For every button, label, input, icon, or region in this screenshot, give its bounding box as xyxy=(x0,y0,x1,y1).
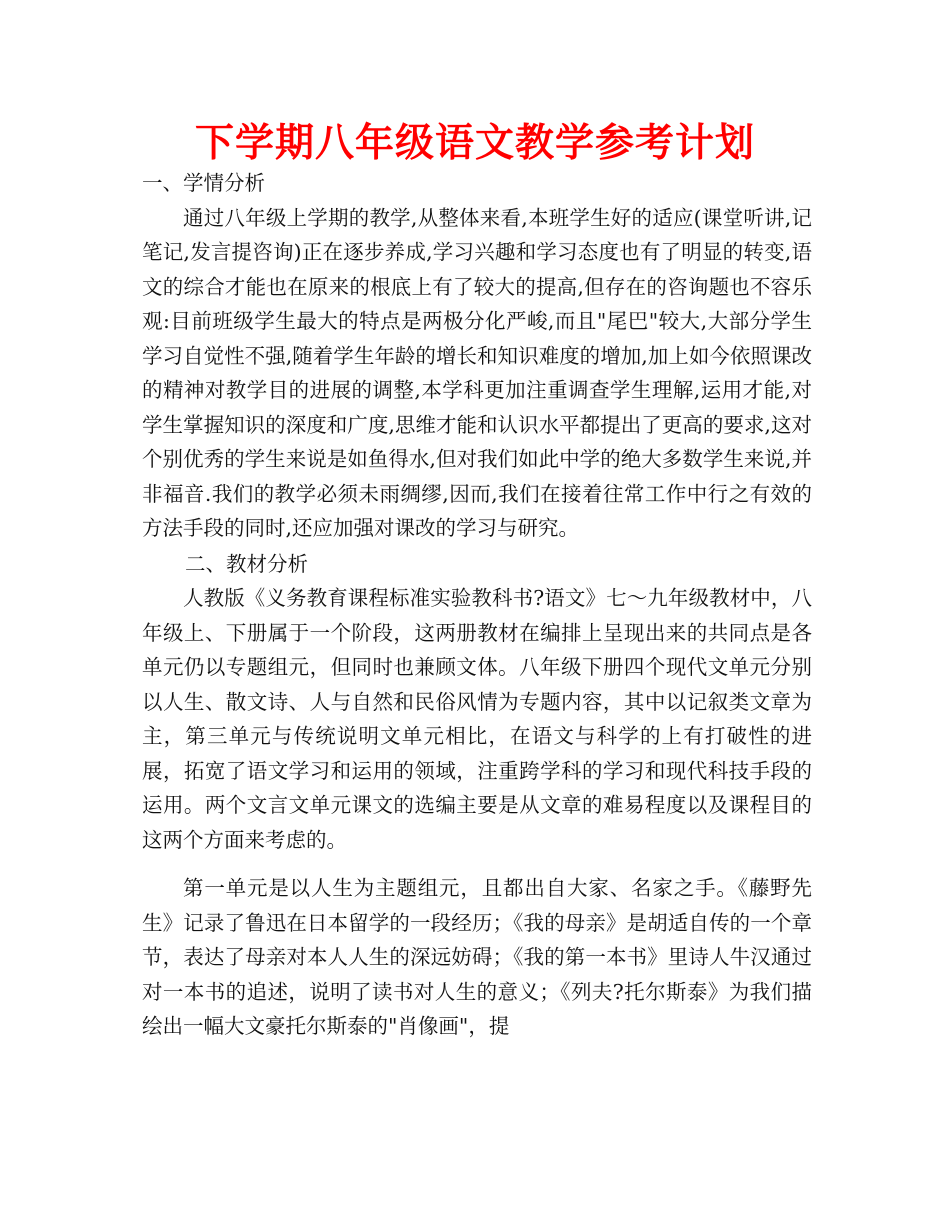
paragraph-textbook-overview: 人教版《义务教育课程标准实验教科书?语文》七～九年级教材中，八年级上、下册属于一个阶段，这两册教材在编排上呈现出来的共同点是各单元仍以专题组元，但同时也兼顾文体。八年级下册四个现代文单元分别以人生、散文诗、人与自然和民俗风情为专题内容，其中以记叙类文章为主，第三单元与传统说明文单元相比，在语文与科学的上有打破性的进展，拓宽了语文学习和运用的领域，注重跨学科的学习和现代科技手段的运用。两个文言文单元课文的选编主要是从文章的难易程度以及课程目的这两个方面来考虑的。 xyxy=(142,586,812,852)
document-title: 下学期八年级语文教学参考计划 xyxy=(194,121,755,166)
section-heading-textbook-analysis: 二、教材分析 xyxy=(185,551,308,576)
paragraph-unit-one: 第一单元是以人生为主题组元，且都出自大家、名家之手。《藤野先生》记录了鲁迅在日本留学的一段经历；《我的母亲》是胡适自传的一个章节，表达了母亲对本人人生的深远妨碍；《我的第一本书》里诗人牛汉通过对一本书的追述，说明了读书对人生的意义；《列夫?托尔斯泰》为我们描绘出一幅大文豪托尔斯泰的"肖像画"，提 xyxy=(142,876,812,1038)
document-body xyxy=(142,166,812,1044)
section-heading-learning-analysis: 一、学情分析 xyxy=(142,171,265,195)
paragraph-learning-analysis: 通过八年级上学期的教学,从整体来看,本班学生好的适应(课堂听讲,记笔记,发言提咨询)正在逐步养成,学习兴趣和学习态度也有了明显的转变,语文的综合才能也在原来的根底上有了较大的提高,但存在的咨询题也不容乐观:目前班级学生最大的特点是两极分化严峻,而且"尾巴"较大,大部分学生学习自觉性不强,随着学生年龄的增长和知识难度的增加,加上如今依照课改的精神对教学目的进展的调整,本学科更加注重调查学生理解,运用才能,对学生掌握知识的深度和广度,思维才能和认识水平都提出了更高的要求,这对个别优秀的学生来说是如鱼得水,但对我们如此中学的绝大多数学生来说,并非福音.我们的教学必须未雨绸缪,因而,我们在接着往常工作中行之有效的方法手段的同时,还应加强对课改的学习与研究。 xyxy=(142,205,812,540)
